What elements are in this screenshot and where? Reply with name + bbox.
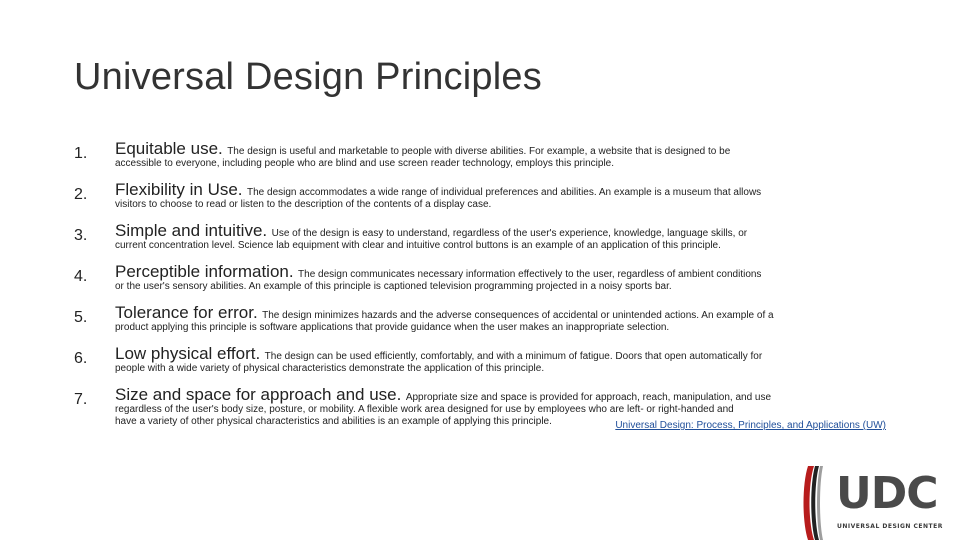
source-link[interactable]: Universal Design: Process, Principles, and Applications (UW) xyxy=(615,420,886,431)
principle-number: 1. xyxy=(74,145,88,162)
principle-heading: Simple and intuitive. xyxy=(115,221,268,240)
principle-item xyxy=(74,139,894,170)
principle-description-cont: have a variety of other physical characteristics and abilities is an example of applying this principle. xyxy=(115,416,552,427)
principle-number: 4. xyxy=(74,268,88,285)
page-title: Universal Design Principles xyxy=(74,56,542,98)
principle-heading: Low physical effort. xyxy=(115,344,261,363)
principle-description: The design communicates necessary information effectively to the user, regardless of ambient conditions xyxy=(298,269,762,280)
principle-description: The design is useful and marketable to people with diverse abilities. For example, a website that is designed to be xyxy=(227,146,731,157)
principle-number: 7. xyxy=(74,391,88,408)
principle-description-cont: people with a wide variety of physical characteristics demonstrate the application of this principle. xyxy=(115,363,545,374)
principle-number: 2. xyxy=(74,186,88,203)
principle-number: 6. xyxy=(74,350,88,367)
principle-description: Use of the design is easy to understand, regardless of the user's experience, knowledge, language skills, or xyxy=(271,228,748,239)
principle-description-cont: accessible to everyone, including people who are blind and use screen reader technology, employs this principle. xyxy=(115,158,614,169)
logo-mark-icon xyxy=(800,466,826,540)
principle-heading: Flexibility in Use. xyxy=(115,180,243,199)
principle-heading: Perceptible information. xyxy=(115,262,294,281)
principle-item xyxy=(74,180,894,211)
principle-description: The design minimizes hazards and the adverse consequences of accidental or unintended actions. An example of a xyxy=(262,310,774,321)
principle-description-cont: product applying this principle is software applications that provide guidance when the user makes an inappropriate selection. xyxy=(115,322,670,333)
logo-text: UDC xyxy=(836,468,938,519)
principle-description-cont: current concentration level. Science lab equipment with clear and intuitive control buttons is an example of an application of this principle. xyxy=(115,240,721,251)
principle-description-cont: or the user's sensory abilities. An example of this principle is captioned television programming projected in a noisy sports bar. xyxy=(115,281,672,292)
principle-heading: Equitable use. xyxy=(115,139,223,158)
principle-item xyxy=(74,303,894,334)
udc-logo xyxy=(800,466,950,540)
principle-number: 5. xyxy=(74,309,88,326)
principle-description: The design accommodates a wide range of individual preferences and abilities. An example is a museum that allows xyxy=(247,187,762,198)
principle-description: The design can be used efficiently, comfortably, and with a minimum of fatigue. Doors that open automatically for xyxy=(264,351,763,362)
principle-heading: Tolerance for error. xyxy=(115,303,258,322)
principle-item xyxy=(74,221,894,252)
logo-subtitle: UNIVERSAL DESIGN CENTER xyxy=(837,523,943,530)
principle-description: Appropriate size and space is provided for approach, reach, manipulation, and use xyxy=(405,392,772,403)
principle-item xyxy=(74,262,894,293)
principle-item xyxy=(74,344,894,375)
principles-list xyxy=(74,139,894,428)
principle-number: 3. xyxy=(74,227,88,244)
principle-description-cont: visitors to choose to read or listen to the description of the contents of a display case. xyxy=(115,199,492,210)
principle-description-cont: regardless of the user's body size, posture, or mobility. A flexible work area designed for use by employees who are left- or right-handed and xyxy=(115,404,734,415)
principle-heading: Size and space for approach and use. xyxy=(115,385,402,404)
